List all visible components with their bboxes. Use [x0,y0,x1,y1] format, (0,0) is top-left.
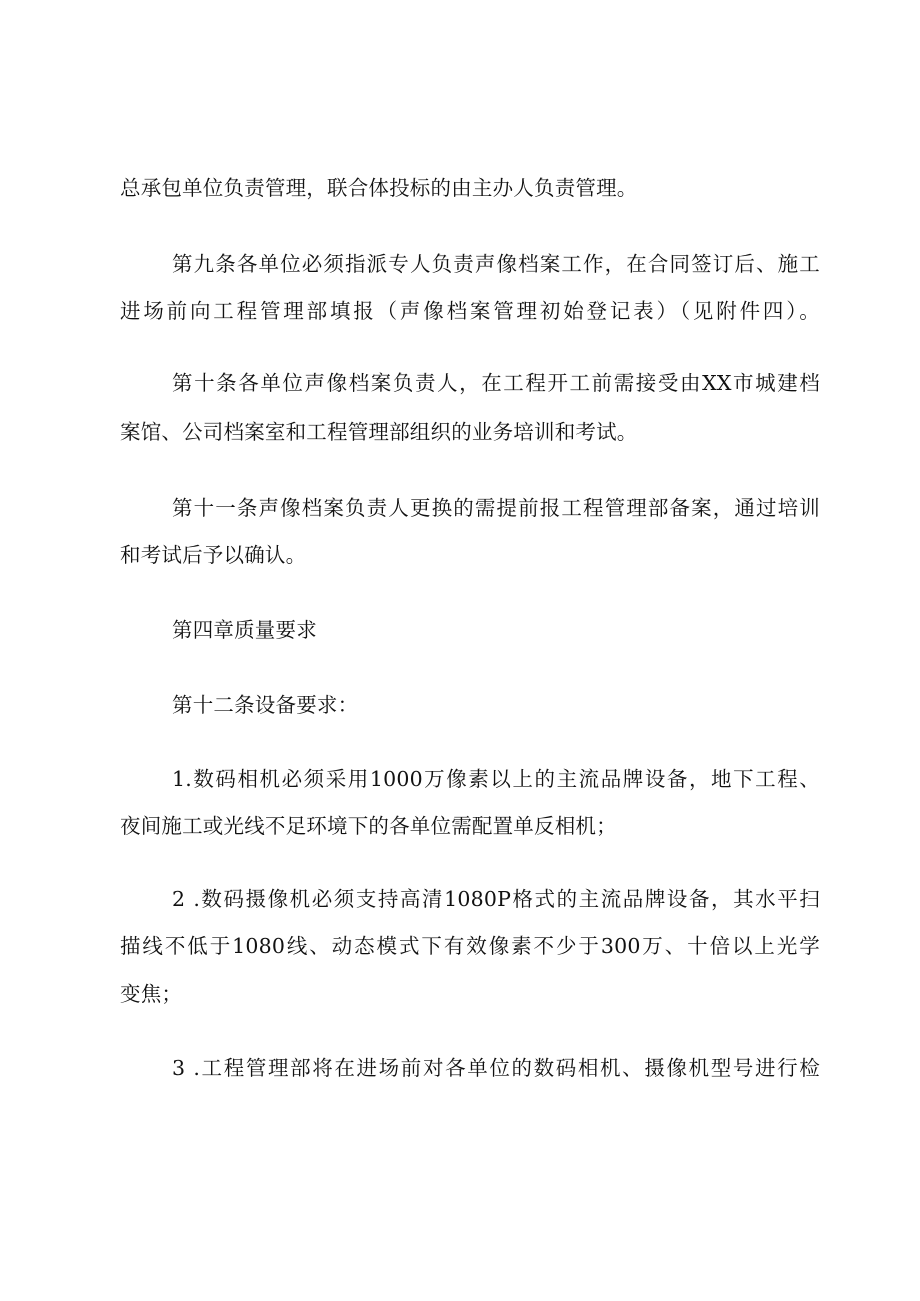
paragraph-line: 第九条各单位必须指派专人负责声像档案工作，在合同签订后、施工 [172,252,820,276]
paragraph-line: 第十一条声像档案负责人更换的需提前报工程管理部备案，通过培训 [172,496,820,520]
chapter-heading: 第四章质量要求 [172,618,317,642]
paragraph-line: 总承包单位负责管理，联合体投标的由主办人负责管理。 [120,176,638,200]
list-item-line: 3 .工程管理部将在进场前对各单位的数码相机、摄像机型号进行检 [172,1056,820,1080]
paragraph-line: 第十条各单位声像档案负责人，在工程开工前需接受由XX市城建档 [172,371,820,395]
paragraph-line: 第十二条设备要求： [172,693,359,717]
list-item-line: 描线不低于1080线、动态模式下有效像素不少于300万、十倍以上光学 [120,934,820,958]
paragraph-line: 案馆、公司档案室和工程管理部组织的业务培训和考试。 [120,420,638,444]
list-item-line: 变焦； [120,982,183,1006]
list-item-line: 1.数码相机必须采用1000万像素以上的主流品牌设备，地下工程、 [172,767,820,791]
list-item-line: 2 .数码摄像机必须支持高清1080P格式的主流品牌设备，其水平扫 [172,887,820,911]
paragraph-line: 进场前向工程管理部填报（声像档案管理初始登记表）（见附件四）。 [120,299,820,323]
paragraph-line: 和考试后予以确认。 [120,543,307,567]
list-item-line: 夜间施工或光线不足环境下的各单位需配置单反相机； [120,814,617,838]
